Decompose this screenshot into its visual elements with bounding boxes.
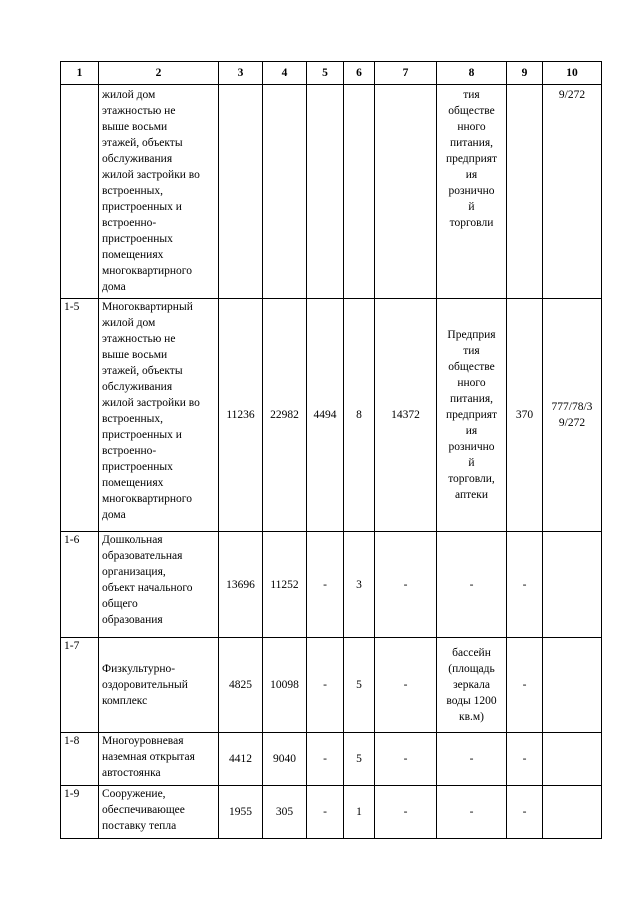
cell-col-7: - (375, 733, 437, 786)
cell-col-8: - (437, 532, 507, 638)
row-name: Сооружение, обеспечивающее поставку тепла (99, 786, 219, 839)
cell-col-6: 5 (344, 638, 375, 733)
cell-col-6 (344, 85, 375, 299)
cell-col-4: 10098 (263, 638, 307, 733)
row-id (61, 85, 99, 299)
table-row (61, 299, 602, 532)
cell-col-8: Предприя тия обществе нного питания, предприят ия рознично й торговли, аптеки (437, 299, 507, 532)
cell-col-10 (543, 733, 602, 786)
cell-col-7: - (375, 638, 437, 733)
cell-col-5: - (307, 638, 344, 733)
cell-col-8: тия обществе нного питания, предприят ия рознично й торговли (437, 85, 507, 299)
table-row (61, 733, 602, 786)
row-name: Физкультурно- оздоровительный комплекс (99, 638, 219, 733)
cell-col-5 (307, 85, 344, 299)
row-name: Дошкольная образовательная организация, объект начального общего образования (99, 532, 219, 638)
row-id: 1-6 (61, 532, 99, 638)
table-row (61, 85, 602, 299)
cell-col-5: - (307, 786, 344, 839)
header-col-2: 2 (99, 62, 219, 85)
cell-col-4 (263, 85, 307, 299)
data-table (60, 61, 602, 839)
cell-col-9: - (507, 638, 543, 733)
cell-col-9: - (507, 786, 543, 839)
cell-col-6: 3 (344, 532, 375, 638)
header-col-8: 8 (437, 62, 507, 85)
header-col-10: 10 (543, 62, 602, 85)
cell-col-7: 14372 (375, 299, 437, 532)
header-row (61, 62, 602, 85)
cell-col-10 (543, 786, 602, 839)
table-row (61, 638, 602, 733)
cell-col-8: - (437, 786, 507, 839)
cell-col-6: 5 (344, 733, 375, 786)
header-col-6: 6 (344, 62, 375, 85)
cell-col-7: - (375, 786, 437, 839)
row-id: 1-8 (61, 733, 99, 786)
cell-col-4: 9040 (263, 733, 307, 786)
header-col-1: 1 (61, 62, 99, 85)
cell-col-5: - (307, 532, 344, 638)
row-id: 1-5 (61, 299, 99, 532)
cell-col-6: 8 (344, 299, 375, 532)
cell-col-4: 11252 (263, 532, 307, 638)
cell-col-7 (375, 85, 437, 299)
header-col-4: 4 (263, 62, 307, 85)
cell-col-9: 370 (507, 299, 543, 532)
cell-col-3: 11236 (219, 299, 263, 532)
cell-col-10: 9/272 (543, 85, 602, 299)
header-col-7: 7 (375, 62, 437, 85)
cell-col-3: 1955 (219, 786, 263, 839)
cell-col-8: - (437, 733, 507, 786)
header-col-9: 9 (507, 62, 543, 85)
cell-col-3: 4825 (219, 638, 263, 733)
header-col-3: 3 (219, 62, 263, 85)
cell-col-3: 4412 (219, 733, 263, 786)
cell-col-5: 4494 (307, 299, 344, 532)
cell-col-7: - (375, 532, 437, 638)
header-col-5: 5 (307, 62, 344, 85)
cell-col-9 (507, 85, 543, 299)
cell-col-10: 777/78/3 9/272 (543, 299, 602, 532)
cell-col-10 (543, 638, 602, 733)
cell-col-3: 13696 (219, 532, 263, 638)
cell-col-3 (219, 85, 263, 299)
cell-col-6: 1 (344, 786, 375, 839)
cell-col-10 (543, 532, 602, 638)
cell-col-4: 22982 (263, 299, 307, 532)
row-name: Многоуровневая наземная открытая автостоянка (99, 733, 219, 786)
cell-col-4: 305 (263, 786, 307, 839)
row-id: 1-9 (61, 786, 99, 839)
table-row (61, 786, 602, 839)
cell-col-9: - (507, 733, 543, 786)
cell-col-8: бассейн (площадь зеркала воды 1200 кв.м) (437, 638, 507, 733)
row-name: Многоквартирный жилой дом этажностью не выше восьми этажей, объекты обслуживания жилой застройки во встроенных, пристроенных и встроенно- пристроенных помещениях многоквартирного дома (99, 299, 219, 532)
table-row (61, 532, 602, 638)
cell-col-9: - (507, 532, 543, 638)
row-name: жилой дом этажностью не выше восьми этажей, объекты обслуживания жилой застройки во встроенных, пристроенных и встроенно- пристроенных помещениях многоквартирного дома (99, 85, 219, 299)
row-id: 1-7 (61, 638, 99, 733)
cell-col-5: - (307, 733, 344, 786)
